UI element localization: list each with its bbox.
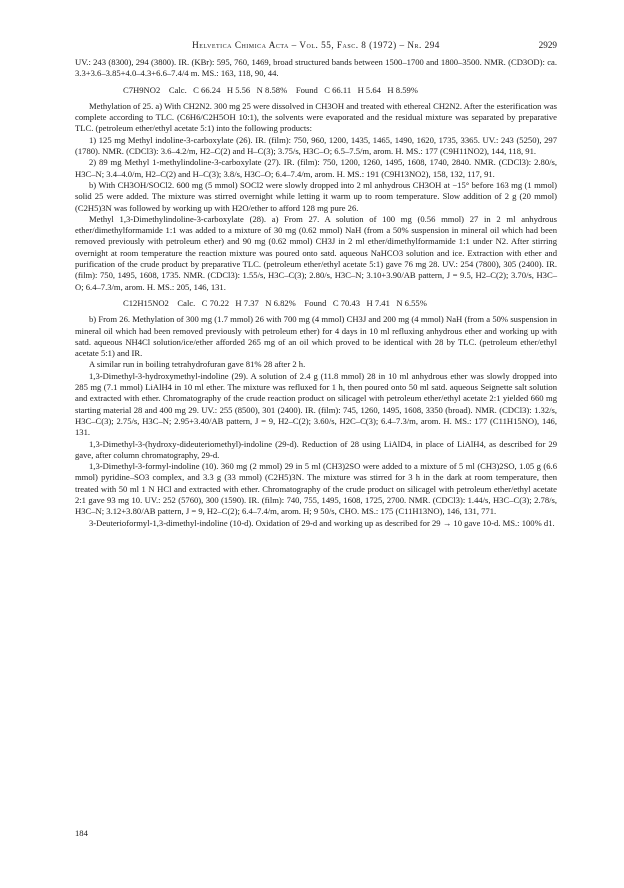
paragraph-thf-run: A similar run in boiling tetrahydrofuran gave 81% 28 after 2 h. [89,359,306,370]
elemental-analysis-c7h9no2: C7H9NO2 Calc. C 66.24 H 5.56 N 8.58% Found C 66.11 H 5.64 H 8.59% [123,84,418,95]
paragraph-methylation-of-25: Methylation of 25. a) With CH2N2. 300 mg 25 were dissolved in CH3OH and treated with ethereal CH2N2. After the esterification was complete according to TLC. (C6H6/C2H5OH 10:1), the solvents were evaporated and the residual mixture was separated by preparative TLC. (petroleum ether/ethyl acetate 5:1) into the following products: [75,100,557,134]
paragraph-compound-28: Methyl 1,3-Dimethylindoline-3-carboxylate (28). a) From 27. A solution of 100 mg (0.56 mmol) 27 in 2 ml anhydrous ether/dimethylformamide 1:1 was added to a mixture of 30 mg (0.62 mmol) NaH (from a 50% suspension in mineral oil which had been removed previously with petroleum ether) and 90 mg (0.62 mmol) CH3J in 2 ml ether/dimethylformamide 1:1 under N2. After stirring overnight at room temperature the reaction mixture was poured onto satd. aqueous NaHCO3 solution and ice. Extraction with ether and purification of the crude product by preparative TLC. (petroleum ether/ethyl acetate 5:1) gave 76 mg 28. UV.: 254 (7800), 305 (2400). IR. (film): 750, 1495, 1608, 1735. NMR. (CDCl3): 1.55/s, H3C–C(3); 2.80/s, H3C–N; 3.10+3.90/AB pattern, J = 9.5, H2–C(2); 3.70/s, H3C–O; 6.4–7.3/m, arom. H. MS.: 205, 146, 131. [75,213,557,292]
running-header [75,40,557,54]
paragraph-from-26: b) From 26. Methylation of 300 mg (1.7 mmol) 26 with 700 mg (4 mmol) CH3J and 200 mg (4 mmol) NaH (from a 50% suspension in mineral oil which had been removed previously with petroleum ether) for 4 days in 10 ml refluxing anhydrous ether and working up with satd. aqueous NH4Cl solution/ice/ether afforded 265 mg of an oil which proved to be identical with 28 by TLC. (petroleum ether/ethyl acetate 5:1) and IR. [75,314,557,359]
paragraph-uv-continuation: UV.: 243 (8300), 294 (3800). IR. (KBr): 595, 760, 1469, broad structured bands between 1500–1700 and 1800–3500. NMR. (CD3OD): ca. 3.3+3.6–3.85+4.0–4.3+6.6–7.4/4 m. MS.: 163, 118, 90, 44. [75,57,557,79]
paragraph-compound-29: 1,3-Dimethyl-3-hydroxymethyl-indoline (29). A solution of 2.4 g (11.8 mmol) 28 in 10 ml anhydrous ether was slowly dropped into 285 mg (7.1 mmol) LiAlH4 in 10 ml ether. The mixture was refluxed for 1 h, then poured onto 50 ml satd. aqueous Seignette salt solution and extracted with ether. Chromatography of the crude reaction product on silicagel with petroleum ether/ethyl acetate 2:1 yielded 660 mg starting material 28 and 400 mg 29. UV.: 255 (8500), 301 (2400). IR. (film): 745, 1260, 1495, 1608, 3350 (broad). NMR. (CDCl3): 1.32/s, H3C–C(3); 2.75/s, H3C–N; 2.95+3.40/AB pattern, J = 9, H2–C(2); 3.60/s, H2C–C(3); 6.4–7.3/m, arom. H. MS.: 177 (C11H15NO), 146, 131. [75,370,557,438]
paragraph-compound-10: 1,3-Dimethyl-3-formyl-indoline (10). 360 mg (2 mmol) 29 in 5 ml (CH3)2SO were added to a mixture of 5 ml (CH3)2SO, 1.05 g (6.6 mmol) pyridine–SO3 complex, and 3.3 g (33 mmol) (C2H5)3N. The mixture was stirred for 3 h in the dark at room temperature, then treated with 50 ml 1 N HCl and extracted with ether. Chromatography of the crude product on silicagel with petroleum ether/ethyl acetate 2:1 gave 93 mg 10. UV.: 252 (5760), 300 (1590). IR. (film): 740, 755, 1495, 1608, 1725, 2700. NMR. (CDCl3): 1.44/s, H3C–C(3); 2.78/s, H3C–N; 3.12+3.80/AB pattern, J = 9, H2–C(2); 6.4–7.4/m, arom. H; 9 50/s, CHO. MS.: 175 (C11H13NO), 146, 131, 771. [75,461,557,517]
paragraph-compound-29d: 1,3-Dimethyl-3-(hydroxy-dideuteriomethyl)-indoline (29-d). Reduction of 28 using LiAlD4, in place of LiAlH4, as described for 29 gave, after column chromatography, 29-d. [75,438,557,460]
paragraph-product-26: 1) 125 mg Methyl indoline-3-carboxylate (26). IR. (film): 750, 960, 1200, 1435, 1465, 1490, 1620, 1735, 3365. UV.: 243 (5250), 297 (1780). NMR. (CDCl3): 3.6–4.2/m, H2–C(2) and H–C(3); 3.75/s, H3C–O; 6.5–7.5/m, arom. H. MS.: 177 (C9H11NO2), 144, 118, 91. [75,134,557,157]
page-footer: 184 [75,828,88,838]
journal-title: Helvetica Chimica Acta – Vol. 55, Fasc. 8 (1972) – Nr. 294 [192,40,440,50]
paragraph-soCl2-method: b) With CH3OH/SOCl2. 600 mg (5 mmol) SOCl2 were slowly dropped into 2 ml anhydrous CH3OH at −15° before 163 mg (1 mmol) solid 25 were added. The mixture was stirred overnight while letting it warm up to room temperature. Slow addition of 2 g (20 mmol) (C2H5)3N was followed by working up with H2O/ether to afford 128 mg pure 26. [75,179,557,213]
elemental-analysis-c12h15no2: C12H15NO2 Calc. C 70.22 H 7.37 N 6.82% Found C 70.43 H 7.41 N 6.55% [123,297,427,308]
paragraph-product-27: 2) 89 mg Methyl 1-methylindoline-3-carboxylate (27). IR. (film): 750, 1200, 1260, 1495, 1608, 1740, 2840. NMR. (CDCl3): 2.80/s, H3C–N; 3.4–4.0/m, H2–C(2) and H–C(3); 3.8/s, H3C–O; 6.4–7.4/m, arom. H. MS.: 191 (C9H13NO2), 158, 132, 117, 91. [75,157,557,179]
page-body [75,40,557,529]
paragraph-compound-10d: 3-Deuterioformyl-1,3-dimethyl-indoline (10-d). Oxidation of 29-d and working up as described for 29 → 10 gave 10-d. MS.: 100% d1. [89,517,555,528]
page-number: 2929 [538,40,557,50]
